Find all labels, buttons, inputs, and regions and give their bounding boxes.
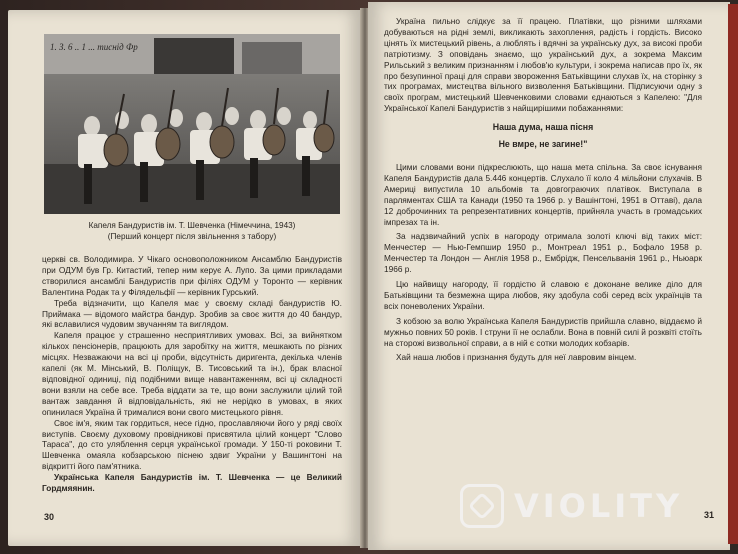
song-line-1: Наша дума, наша пісня <box>492 122 594 133</box>
bandura-ensemble-image <box>44 34 340 214</box>
caption-line-2: (Перший концерт після звільнення з табору) <box>107 232 277 241</box>
paragraph: Своє ім'я, яким так гордиться, несе гідно, прославляючи його у ряді своїх виступів. Своєму духовому провідникові присвятила цілий концерт "Слово Тараса", до сто уляблення серця української громади. У 150-ті роковини Т. Шевченка омаяла кобзарською піснею здвиг України у Вашингтоні на відкритті його пам'ятника. <box>42 417 342 472</box>
paragraph: За надзвичайний успіх в нагороду отримала золоті ключі від таких міст: Менчестер — Нью-Гемпшир 1950 р., Монтреал 1951 р., Бофало 1958 р. Менчестер та Лондон — Англія 1958 р., Ембрідж, Пенсельванія 1961 р., Ньюарк 1966 р. <box>384 231 702 275</box>
photo-inscription: 1. З. 6 .. 1 ... тиснід Фр <box>50 42 138 52</box>
left-page <box>8 10 362 546</box>
song-line-2: Не вмре, не загине!" <box>498 139 588 150</box>
paragraph: Україна пильно слідкує за її працею. Платівки, що різними шляхами добуваються на рідні землі, викликають захоплення, радість і гордість. Високо цінять їх мистецький рівень, а люблять і вдячні за українську дух, за високі проби патріотизму. З оповідань знаємо, що український дух, а зокрема Максим Рильський з великим признанням і любов'ю культури, і зокрема написав про їх, як про безупинної праці для справи звороження Батьківщини слухав їх, на сторінку з тих програмах, мистецтва вільного визволення Батьківщини. Підписуючи одну з своїх програм, мистецький Шевченковими словами єднаються з Капелею: "Для Української Капелі Бандуристів з найщирішими побажаннями: <box>384 16 702 114</box>
paragraph: З кобзою за волю Українська Капеля Бандуристів прийшла славно, віддаємо й мужньо повних 50 років. І струни її не ослабли. Вона в повній силі й розквіті стоїть на сторожі визвольної справи, а в ній є сотки молодих кобзарів. <box>384 315 702 348</box>
right-page <box>368 2 730 550</box>
paragraph: Капеля працює у страшенно несприятливих умовах. Всі, за вийнятком кількох пенсіонерів, працюють для заробітку на життя, мешкають по різних місцях. Незважаючи на всі ці проби, відсутність диригента, декілька членів капелі (як М. Мінський, В. Поліщук, В. Тисовський та ін.), брак власної відповідної одиниці, під подібними вище навантаженням, всі ці складності вони взяли на себе все. Треба віддати за те, що вони заслужили цілий той вантаж завдання й відповідальність, які не нерідко в умовах, в яких опинилася Україна й трималися вони свого мистецького рівня. <box>42 330 342 417</box>
caption-line-1: Капеля Бандуристів ім. Т. Шевченка (Німеччина, 1943) <box>88 221 296 230</box>
page-number-right: 31 <box>704 510 715 520</box>
paragraph: Цю найвищу нагороду, її гордістю й славою є доконане велике діло для Батьківщини та безмежна щира любов, яку здобула собі серед всіх українців та всіх поневолених України. <box>384 279 702 311</box>
paragraph: Треба відзначити, що Капеля має у своєму складі бандуристів Ю. Приймака — відомого майстра бандур. Зробив за своє життя до 40 бандур, які вславилися чудовим звучанням та виглядом. <box>42 297 342 330</box>
paragraph: Хай наша любов і признання будуть для неї лавровим вінцем. <box>396 352 637 363</box>
paragraph: церкві св. Володимира. У Чікаго основоположником Ансамблю Бандуристів при ОДУМ був Гр. Китастий, тепер ним керує А. Лупо. За цими прикладами створилися ансамблі Бандуристів при філіях ОДУМ у Торонто — керівник Валентина Родак та у Філядельфії — керівник Гурський. <box>42 254 342 297</box>
photo-caption <box>44 220 340 242</box>
page-number-left: 30 <box>44 512 55 522</box>
violity-watermark <box>460 484 683 528</box>
right-text-column <box>384 16 702 363</box>
violity-logo-icon <box>460 484 504 528</box>
book-cover-edge <box>728 4 738 544</box>
paragraph: Цими словами вони підкреслюють, що наша мета спільна. За своє існування Капеля Бандуристів дала 5.446 концертів. Слухало її коло 4 мільйони слухачів. В Америці випустила 10 альбомів та довгограючих платівок. Виступала в парляментах США та Канади (1950 та 1966 р. у Вашінгтоні, 1951 в Оттаві), дала 12 доброчинних та репрезентативних концертів, прийняла участь в громадських імпрезах та ін. <box>384 161 702 227</box>
ensemble-photo <box>44 34 340 214</box>
paragraph-bold: Українська Капеля Бандуристів ім. Т. Шевченка — це Великий Гордмяянин. <box>42 472 342 494</box>
watermark-text: VIOLITY <box>514 487 684 525</box>
left-text-column <box>42 254 342 494</box>
